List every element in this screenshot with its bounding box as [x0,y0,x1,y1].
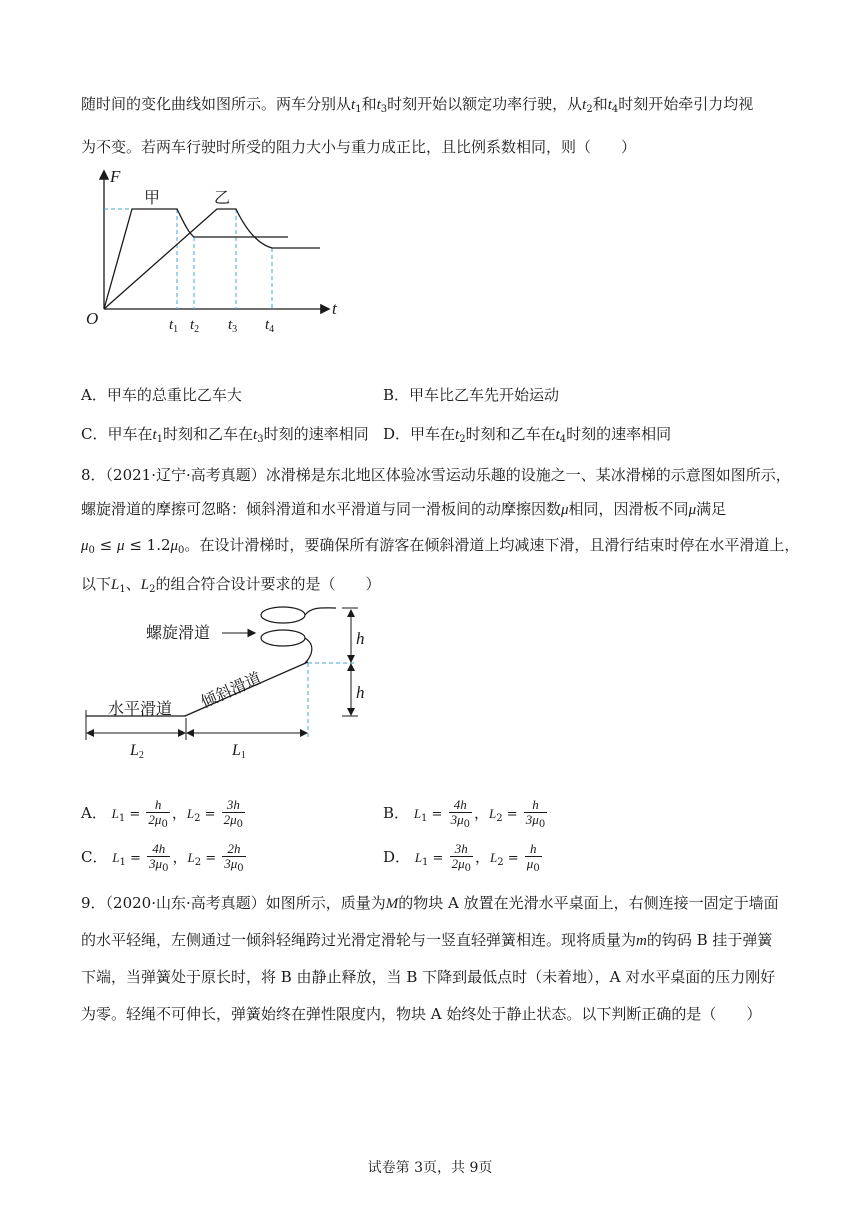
label-incline: 倾斜滑道 [198,670,265,712]
axis-label-F: F [110,167,121,186]
page-footer: 试卷第 3页，共 9页 [367,1160,493,1176]
q8-option-d[interactable]: D． $L_1$ = $\frac{3h}{2\mu_0}$ ，$L_2$ = $\frac{h}{\mu_0}$ [383,841,540,874]
q8-ice-slide-diagram [80,600,380,760]
tick-t3: $t_3$ [228,317,238,335]
tick-t2: $t_2$ [190,317,200,335]
q7-option-b[interactable]: B．甲车比乙车先开始运动 [383,386,560,404]
axis-label-t: t [332,299,337,318]
label-spiral: 螺旋滑道 [146,625,211,642]
q8-stem-line-2: 螺旋滑道的摩擦可忽略：倾斜滑道和水平滑道与同一滑板间的动摩擦因数μ相同，因滑板不同μ满足 [81,500,727,518]
q7-option-c[interactable]: C．甲车在$t_1$时刻和乙车在$t_3$时刻的速率相同 [81,425,369,445]
label-L2: L2 [130,742,144,760]
tick-t1: $t_1$ [169,317,179,335]
q7-option-a[interactable]: A．甲车的总重比乙车大 [81,386,242,404]
q7-stem-line-1: 随时间的变化曲线如图所示。两车分别从$t_1$和$t_3$时刻开始以额定功率行驶，从$t_2$和$t_4$时刻开始牵引力均视 [81,95,754,115]
q7-option-d[interactable]: D．甲车在$t_2$时刻和乙车在$t_4$时刻的速率相同 [383,425,672,445]
diagram-dashed-guides [308,663,356,740]
q7-stem-line-2: 为不变。若两车行驶时所受的阻力大小与重力成正比，且比例系数相同，则（ ） [81,138,637,156]
label-jia: 甲 [144,190,161,207]
curve-jia [104,209,288,309]
origin-label: O [86,309,99,328]
q9-stem-line-1: 9．（2020·山东·高考真题）如图所示，质量为M的物块 A 放置在光滑水平桌面上，右侧连接一固定于墙面 [81,894,779,912]
q7-force-time-graph [80,160,360,340]
curve-yi [104,209,320,309]
q8-stem-line-4: 以下$L_1$、$L_2$的组合符合设计要求的是（ ） [81,575,381,595]
tick-t4: $t_4$ [265,317,275,335]
q9-stem-line-2: 的水平轻绳，左侧通过一倾斜轻绳跨过光滑定滑轮与一竖直轻弹簧相连。现将质量为m的钩码 B 挂于弹簧 [81,931,773,949]
q8-stem-line-3: $\mu_0 \le \mu \le 1.2\mu_0$。在设计滑梯时，要确保所有游客在倾斜滑道上均减速下滑，且滑行结束时停在水平滑道上， [81,536,800,556]
q9-stem-line-3: 下端，当弹簧处于原长时，将 B 由静止释放，当 B 下降到最低点时（未着地），A 对水平桌面的压力刚好 [81,968,776,986]
q8-option-b[interactable]: B． $L_1$ = $\frac{4h}{3\mu_0}$ ，$L_2$ = $\frac{h}{3\mu_0}$ [383,797,546,830]
label-h-upper: h [356,629,365,648]
dashed-guides [104,209,272,309]
q9-stem-line-4: 为零。轻绳不可伸长，弹簧始终在弹性限度内，物块 A 始终处于静止状态。以下判断正确的是（ ） [81,1005,762,1023]
label-horizontal: 水平滑道 [108,701,173,718]
q8-option-c[interactable]: C． $L_1$ = $\frac{4h}{3\mu_0}$ ，$L_2$ = $\frac{2h}{3\mu_0}$ [81,841,244,874]
label-L1: L1 [232,742,246,760]
label-yi: 乙 [214,190,231,207]
spiral-track [261,607,336,663]
label-h-lower: h [356,683,365,702]
q8-stem-line-1: 8．（2021·辽宁·高考真题）冰滑梯是东北地区体验冰雪运动乐趣的设施之一、某冰滑梯的示意图如图所示， [81,466,791,484]
q8-option-a[interactable]: A． $L_1$ = $\frac{h}{2\mu_0}$ ，$L_2$ = $\frac{3h}{2\mu_0}$ [81,797,244,830]
